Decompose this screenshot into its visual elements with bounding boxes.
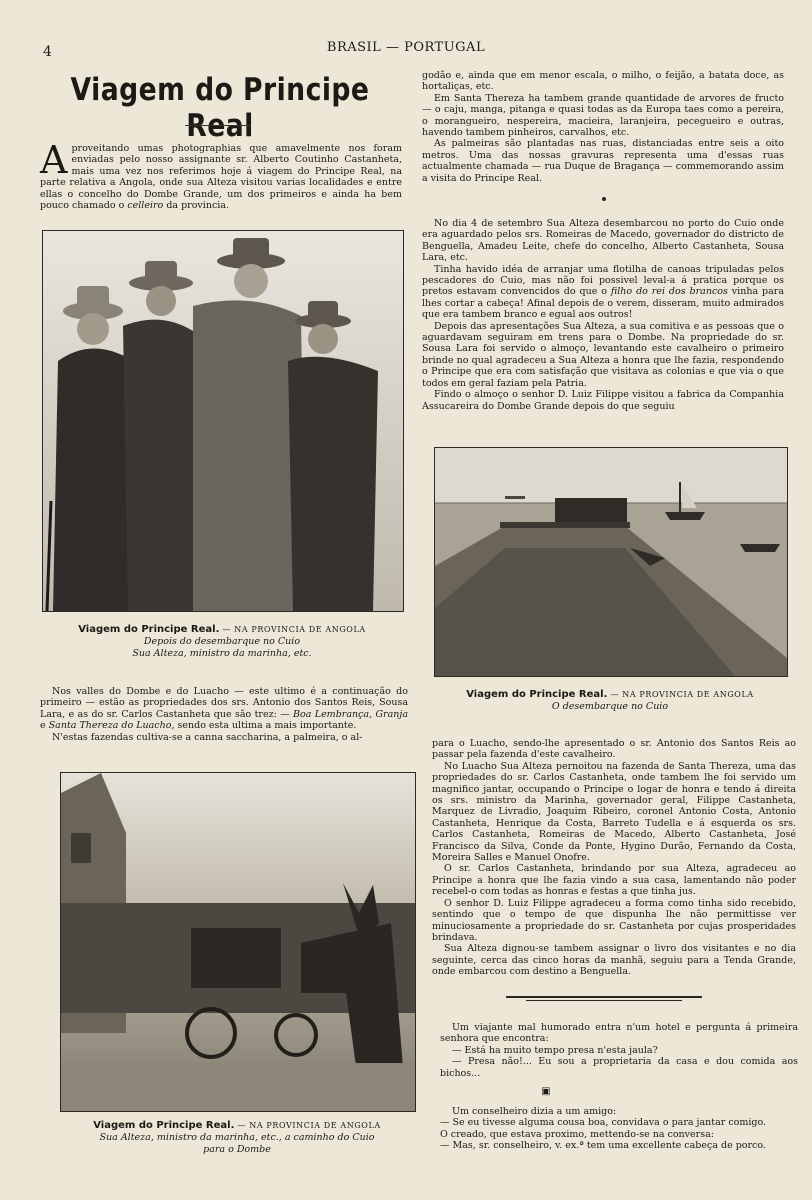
anecdote-2-p3: O creado, que estava proximo, mettendo-se na conversa: [440,1128,714,1140]
right-mid-p4: Findo o almoço o senhor D. Luiz Filippe visitou a fabrica da Companhia Assucareira do Dombe Grande depois do que seguiu [422,389,784,412]
right-mid-p2-em: filho do rei dos brancos [610,286,728,298]
anecdote-1-p3: — Presa não!... Eu sou a proprietaria da casa e dou comida aos bichos... [440,1056,798,1079]
anecdote-2 [440,1106,802,1152]
photo-carriage-art [61,773,415,1111]
left-p1-a: Nos valles do Dombe e do Luacho — este ultimo é a continuação do primeiro — estão as propriedades dos srs. Antonio dos Santos Reis, Sousa Lara, e as do sr. Carlos Castanheta que são trez: — [40,686,408,720]
anecdote-2-p2: — Se eu tivesse alguma cousa boa, convidava o para jantar comigo. [440,1117,767,1129]
right-low-p3: O sr. Carlos Castanheta, brindando por sua Alteza, agradeceu ao Principe a honra que lhe fazia vindo a sua casa, lamentando não poder recebel-o com todas as honras e festas a que tinha jus. [432,863,796,898]
section-separator [506,996,702,998]
right-mid-p3: Depois das apresentações Sua Alteza, a sua comitiva e as pessoas que o aguardavam seguiram em trens para o Dombe. Na propriedade do sr. Sousa Lara foi servido o almoço, levantando este cavalheiro o primeiro brinde no qual agradeceu a Sua Alteza a honra que lhe fazia, respondendo o Principe que era com satisfação que visitava as colonias e que via o que todos em geral faziam pela Patria. [422,320,784,389]
article-title: Viagem do Principe Real [70,72,370,144]
right-mid-p2 [422,264,784,321]
left-p1-em2: Santa Thereza do Luacho, [48,720,175,732]
right-low-p2: No Luacho Sua Alteza pernoitou na fazenda de Santa Thereza, uma das propriedades do sr. Carlos Castanheta, onde tambem lhe foi servido um magnifico jantar, occupando o Principe o logar de honra e tendo á direita os srs. ministro da Marinha, governador geral, Filippe Castanheta, Marquez de Livradio, Joaquim Ribeiro, coronel Antonio Costa, Antonio Castanheta, Henrique da Costa, Barreto Tudella e á esquerda os srs. Carlos Castanheta, Romeiras de Macedo, Alberto Castanheta, José Francisco da Silva, Conde da Ponte, Hygino Durão, Fernando da Costa, Moreira Salles e Manuel Onofre. [432,760,796,864]
right-column-low [432,738,796,978]
caption-photo3-line2: para o Dombe [203,1144,271,1155]
anecdote-2-p4: — Mas, sr. conselheiro, v. ex.ª tem uma excellente cabeça de porco. [440,1140,766,1152]
section-separator-thin [526,1000,682,1001]
anecdote-1-p1: Um viajante mal humorado entra n'um hotel e pergunta á primeira senhora que encontra: [440,1022,798,1045]
caption-photo2-sep: — NA PROVINCIA DE ANGOLA [607,690,754,699]
intro-paragraph [40,138,402,212]
photo-pier [434,447,788,677]
left-column-text [40,686,408,743]
right-mid-p1: No dia 4 de setembro Sua Alteza desembarcou no porto do Cuio onde era aguardado pelos srs. Romeiras de Macedo, governador do districto de Benguella, Amadeu Leite, chefe do concelho, Alberto Castanheta, Sousa Lara, etc. [422,218,784,264]
photo-carriage [60,772,416,1112]
right-top-p1: godão e, ainda que em menor escala, o milho, o feijão, a batata doce, as hortaliças, etc. [422,70,784,93]
left-p1-b: e [40,720,46,732]
photo-pier-art [435,448,787,676]
caption-photo3-sep: — NA PROVINCIA DE ANGOLA [234,1121,381,1130]
intro-tail: da provincia. [166,200,229,212]
drop-cap: A [40,138,68,182]
right-column-top [422,70,784,184]
right-mid-p2-b: vinha para lhes cortar a cabeça! Afinal depois de o verem, disseram, muito admirados que era tambem branco e egual aos outros! [422,286,784,321]
caption-photo2-line1: O desembarque no Cuio [551,701,669,712]
left-paragraph-2: N'estas fazendas cultiva-se a canna saccharina, a palmeira, o al- [52,731,363,743]
caption-photo1-title: Viagem do Principe Real. [78,624,220,635]
right-low-p1: para o Luacho, sendo-lhe apresentado o sr. Antonio dos Santos Reis ao passar pela fazenda d'este cavalheiro. [432,738,796,761]
caption-photo3 [60,1120,414,1156]
caption-photo2 [434,689,786,713]
right-top-p2: Em Santa Thereza ha tambem grande quantidade de arvores de fructo — o caju, manga, pitanga e quasi todas as da Europa taes como a pereira, o morangueiro, nespereira, macieira, laranjeira, pecegueiro e outras, havendo tambem pinheiros, carvalhos, etc. [422,92,784,139]
photo-group-portrait [42,230,404,612]
right-top-p3: As palmeiras são plantadas nas ruas, distanciadas entre seis a oito metros. Uma das nossas gravuras representa uma d'essas ruas actualmente chamada — rua Duque de Bragança — commemorando assim a visita do Principe Real. [422,138,784,184]
left-p1-c: sendo esta ultima a mais importante. [177,720,357,732]
caption-photo1-sep: — NA PROVINCIA DE ANGOLA [219,625,366,634]
running-head: BRASIL — PORTUGAL [326,40,486,55]
right-low-p4: O senhor D. Luiz Filippe agradeceu a forma como tinha sido recebido, sentindo que o tempo de que dispunha lhe não permittisse ver minuciosamente a propriedade do sr. Castanheta por cujas prosperidades brindava. [432,897,796,943]
intro-text: proveitando umas photographias que amavelmente nos foram enviadas pelo nosso assignante sr. Alberto Coutinho Castanheta, mais uma vez nos referimos hoje á viagem do Principe Real, na parte relativa a Angola, onde sua Alteza visitou varias localidades e entre ellas o concelho do Dombe Grande, um dos primeiros e ainda ha bem pouco chamado o [40,143,402,212]
title-rule [185,125,251,126]
right-mid-p2-a: Tinha havido idéa de arranjar uma flotilha de canoas tripuladas pelos pescadores do Cuio, mas não foi possivel leval-a á pratica porque os pretos estavam convencidos do que o [422,263,784,298]
ornament-icon: ▣ [541,1086,551,1097]
page-number: 4 [43,44,52,60]
photo-group-portrait-art [43,231,403,611]
caption-photo1 [42,624,402,660]
caption-photo1-line2: Sua Alteza, ministro da marinha, etc. [132,648,312,659]
caption-photo1-line1: Depois do desembarque no Cuio [143,636,301,647]
caption-photo3-line1: Sua Alteza, ministro da marinha, etc., a caminho do Cuio [99,1132,375,1143]
section-dot [602,197,606,201]
right-column-mid [422,218,784,412]
left-paragraph-1 [40,686,408,732]
caption-photo2-title: Viagem do Principe Real. [466,689,608,700]
anecdote-2-p1: Um conselheiro dizia a um amigo: [452,1106,617,1117]
anecdote-1-p2: — Está ha muito tempo presa n'esta jaula? [452,1044,658,1056]
caption-photo3-title: Viagem do Principe Real. [93,1120,235,1131]
left-p1-em: Boa Lembrança, Granja [293,708,408,720]
intro-em: celleiro [127,200,164,212]
right-low-p5: Sua Alteza dignou-se tambem assignar o livro dos visitantes e no dia seguinte, cerca das cinco horas da manhã, seguiu para a Tenda Grande, onde embarcou com destino a Benguella. [432,943,796,978]
anecdote-1 [440,1022,798,1079]
